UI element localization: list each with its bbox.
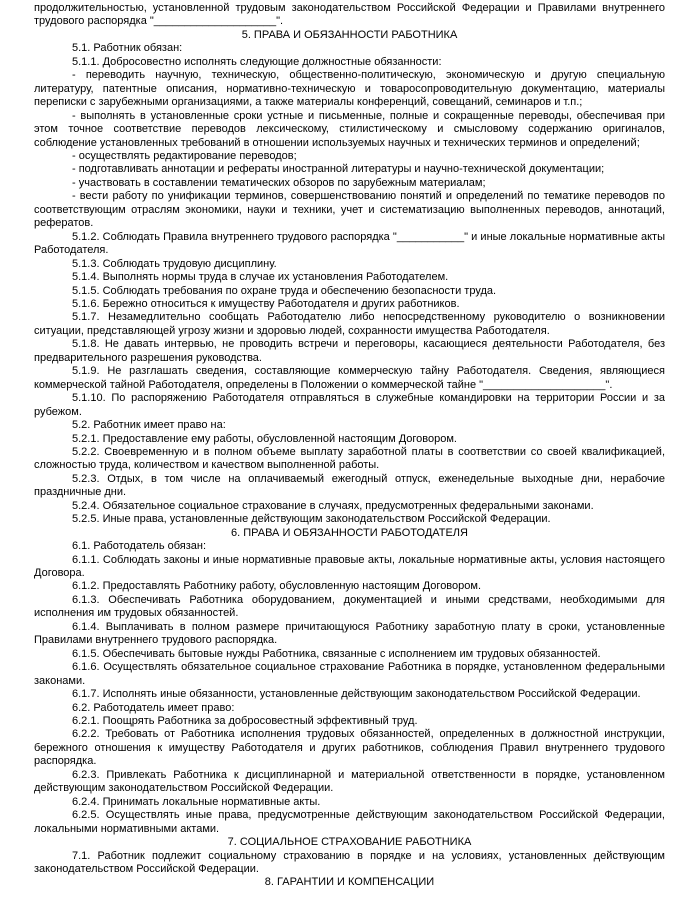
paragraph: 5.1.8. Не давать интервью, не проводить встречи и переговоры, касающиеся деятельности Работодателя, без предварительного разрешения руководства.	[34, 338, 665, 364]
paragraph: 5.1.2. Соблюдать Правила внутреннего трудового распорядка "___________" и иные локальные нормативные акты Работодателя.	[34, 230, 665, 257]
paragraph: 6.2. Работодатель имеет право:	[72, 701, 235, 714]
paragraph: 6.1.5. Обеспечивать бытовые нужды Работника, связанные с исполнением им трудовых обязанностей.	[72, 647, 601, 660]
paragraph: 5.1.5. Соблюдать требования по охране труда и обеспечению безопасности труда.	[72, 284, 497, 297]
paragraph-continuation: продолжительностью, установленной трудовым законодательством Российской Федерации и Правилами внутреннего трудового распорядка "____________________".	[34, 2, 665, 28]
paragraph: 5.2.1. Предоставление ему работы, обусловленной настоящим Договором.	[72, 432, 457, 445]
section-heading: 8. ГАРАНТИИ И КОМПЕНСАЦИИ	[264, 876, 435, 889]
paragraph: 5.2.2. Своевременную и в полном объеме выплату заработной платы в соответствии со своей квалификацией, сложностью труда, количеством и качеством выполненной работы.	[34, 445, 665, 472]
paragraph: 5.1.1. Добросовестно исполнять следующие должностные обязанности:	[72, 55, 442, 68]
paragraph: 5.1.6. Бережно относиться к имуществу Работодателя и других работников.	[72, 297, 460, 310]
paragraph: 6.1.2. Предоставлять Работнику работу, обусловленную настоящим Договором.	[72, 580, 481, 593]
paragraph: 6.1.1. Соблюдать законы и иные нормативные правовые акты, локальные нормативные акты, условия настоящего Договора.	[34, 553, 665, 580]
paragraph: - подготавливать аннотации и рефераты иностранной литературы и научно-технической документации;	[72, 163, 605, 176]
paragraph: - осуществлять редактирование переводов;	[72, 149, 297, 162]
paragraph: 5.2.3. Отдых, в том числе на оплачиваемый ежегодный отпуск, еженедельные выходные дни, нерабочие праздничные дни.	[34, 472, 665, 499]
paragraph: 6.2.3. Привлекать Работника к дисциплинарной и материальной ответственности в порядке, установленном действующим законодательством Российской Федерации.	[34, 768, 665, 795]
paragraph: 6.2.5. Осуществлять иные права, предусмотренные действующим законодательством Российской Федерации, локальными нормативными актами.	[34, 809, 665, 835]
paragraph: 6.1. Работодатель обязан:	[72, 540, 207, 553]
paragraph: 6.1.7. Исполнять иные обязанности, установленные действующим законодательством Российской Федерации.	[72, 688, 641, 701]
paragraph: 5.1.7. Незамедлительно сообщать Работодателю либо непосредственному руководителю о возникновении ситуации, представляющей угрозу жизни и здоровью людей, сохранности имущества Работодателя.	[34, 311, 665, 337]
paragraph: 5.2.4. Обязательное социальное страхование в случаях, предусмотренных федеральными законами.	[72, 499, 594, 512]
paragraph: 5.1. Работник обязан:	[72, 42, 183, 55]
paragraph: 6.2.4. Принимать локальные нормативные акты.	[72, 795, 321, 808]
paragraph: 6.1.4. Выплачивать в полном размере причитающуюся Работнику заработную плату в сроки, установленные Правилами внутреннего трудового распорядка.	[34, 620, 665, 647]
paragraph: - выполнять в установленные сроки устные и письменные, полные и сокращенные переводы, обеспечивая при этом точное соответствие переводов лексическому, стилистическому и смысловому содержанию оригиналов, соблюдение установленных требований в отношении используемых научных и технических терминов и определений;	[34, 109, 665, 149]
paragraph: 5.1.10. По распоряжению Работодателя отправляться в служебные командировки на территории России и за рубежом.	[34, 392, 665, 418]
paragraph: 5.2. Работник имеет право на:	[72, 419, 226, 432]
paragraph: 7.1. Работник подлежит социальному страхованию в порядке и на условиях, установленных действующим законодательством Российской Федерации.	[34, 849, 665, 875]
section-heading: 7. СОЦИАЛЬНОЕ СТРАХОВАНИЕ РАБОТНИКА	[227, 836, 472, 849]
paragraph: 6.1.6. Осуществлять обязательное социальное страхование Работника в порядке, установленном федеральными законами.	[34, 661, 665, 687]
paragraph: 5.1.9. Не разглашать сведения, составляющие коммерческую тайну Работодателя. Сведения, являющиеся коммерческой тайной Работодателя, определены в Положении о коммерческой тайне "____________________".	[34, 365, 665, 391]
paragraph: - участвовать в составлении тематических обзоров по зарубежным материалам;	[72, 176, 486, 189]
section-heading: 6. ПРАВА И ОБЯЗАННОСТИ РАБОТОДАТЕЛЯ	[231, 526, 468, 539]
paragraph: 6.1.3. Обеспечивать Работника оборудованием, документацией и иными средствами, необходимыми для исполнения им трудовых обязанностей.	[34, 593, 665, 620]
paragraph: 5.1.3. Соблюдать трудовую дисциплину.	[72, 257, 277, 270]
paragraph: 6.2.1. Поощрять Работника за добросовестный эффективный труд.	[72, 715, 418, 728]
paragraph: - вести работу по унификации терминов, совершенствованию понятий и определений по тематике переводов по соответствующим отраслям экономики, науки и техники, учет и систематизацию выполненных переводов, аннотаций, рефератов.	[34, 190, 665, 230]
paragraph: 5.2.5. Иные права, установленные действующим законодательством Российской Федерации.	[72, 513, 551, 526]
document-content	[34, 2, 665, 890]
paragraph: - переводить научную, техническую, общественно-политическую, экономическую и другую специальную литературу, патентные описания, нормативно-техническую и товаросопроводительную документацию, материалы переписки с зарубежными организациями, а также материалы конференций, совещаний, семинаров и т.п.;	[34, 69, 665, 109]
section-heading: 5. ПРАВА И ОБЯЗАННОСТИ РАБОТНИКА	[241, 28, 458, 41]
paragraph: 5.1.4. Выполнять нормы труда в случае их установления Работодателем.	[72, 271, 449, 284]
paragraph: 6.2.2. Требовать от Работника исполнения трудовых обязанностей, определенных в должностной инструкции, бережного отношения к имуществу Работодателя и других работников, соблюдения Правил внутреннего трудового распорядка.	[34, 728, 665, 768]
